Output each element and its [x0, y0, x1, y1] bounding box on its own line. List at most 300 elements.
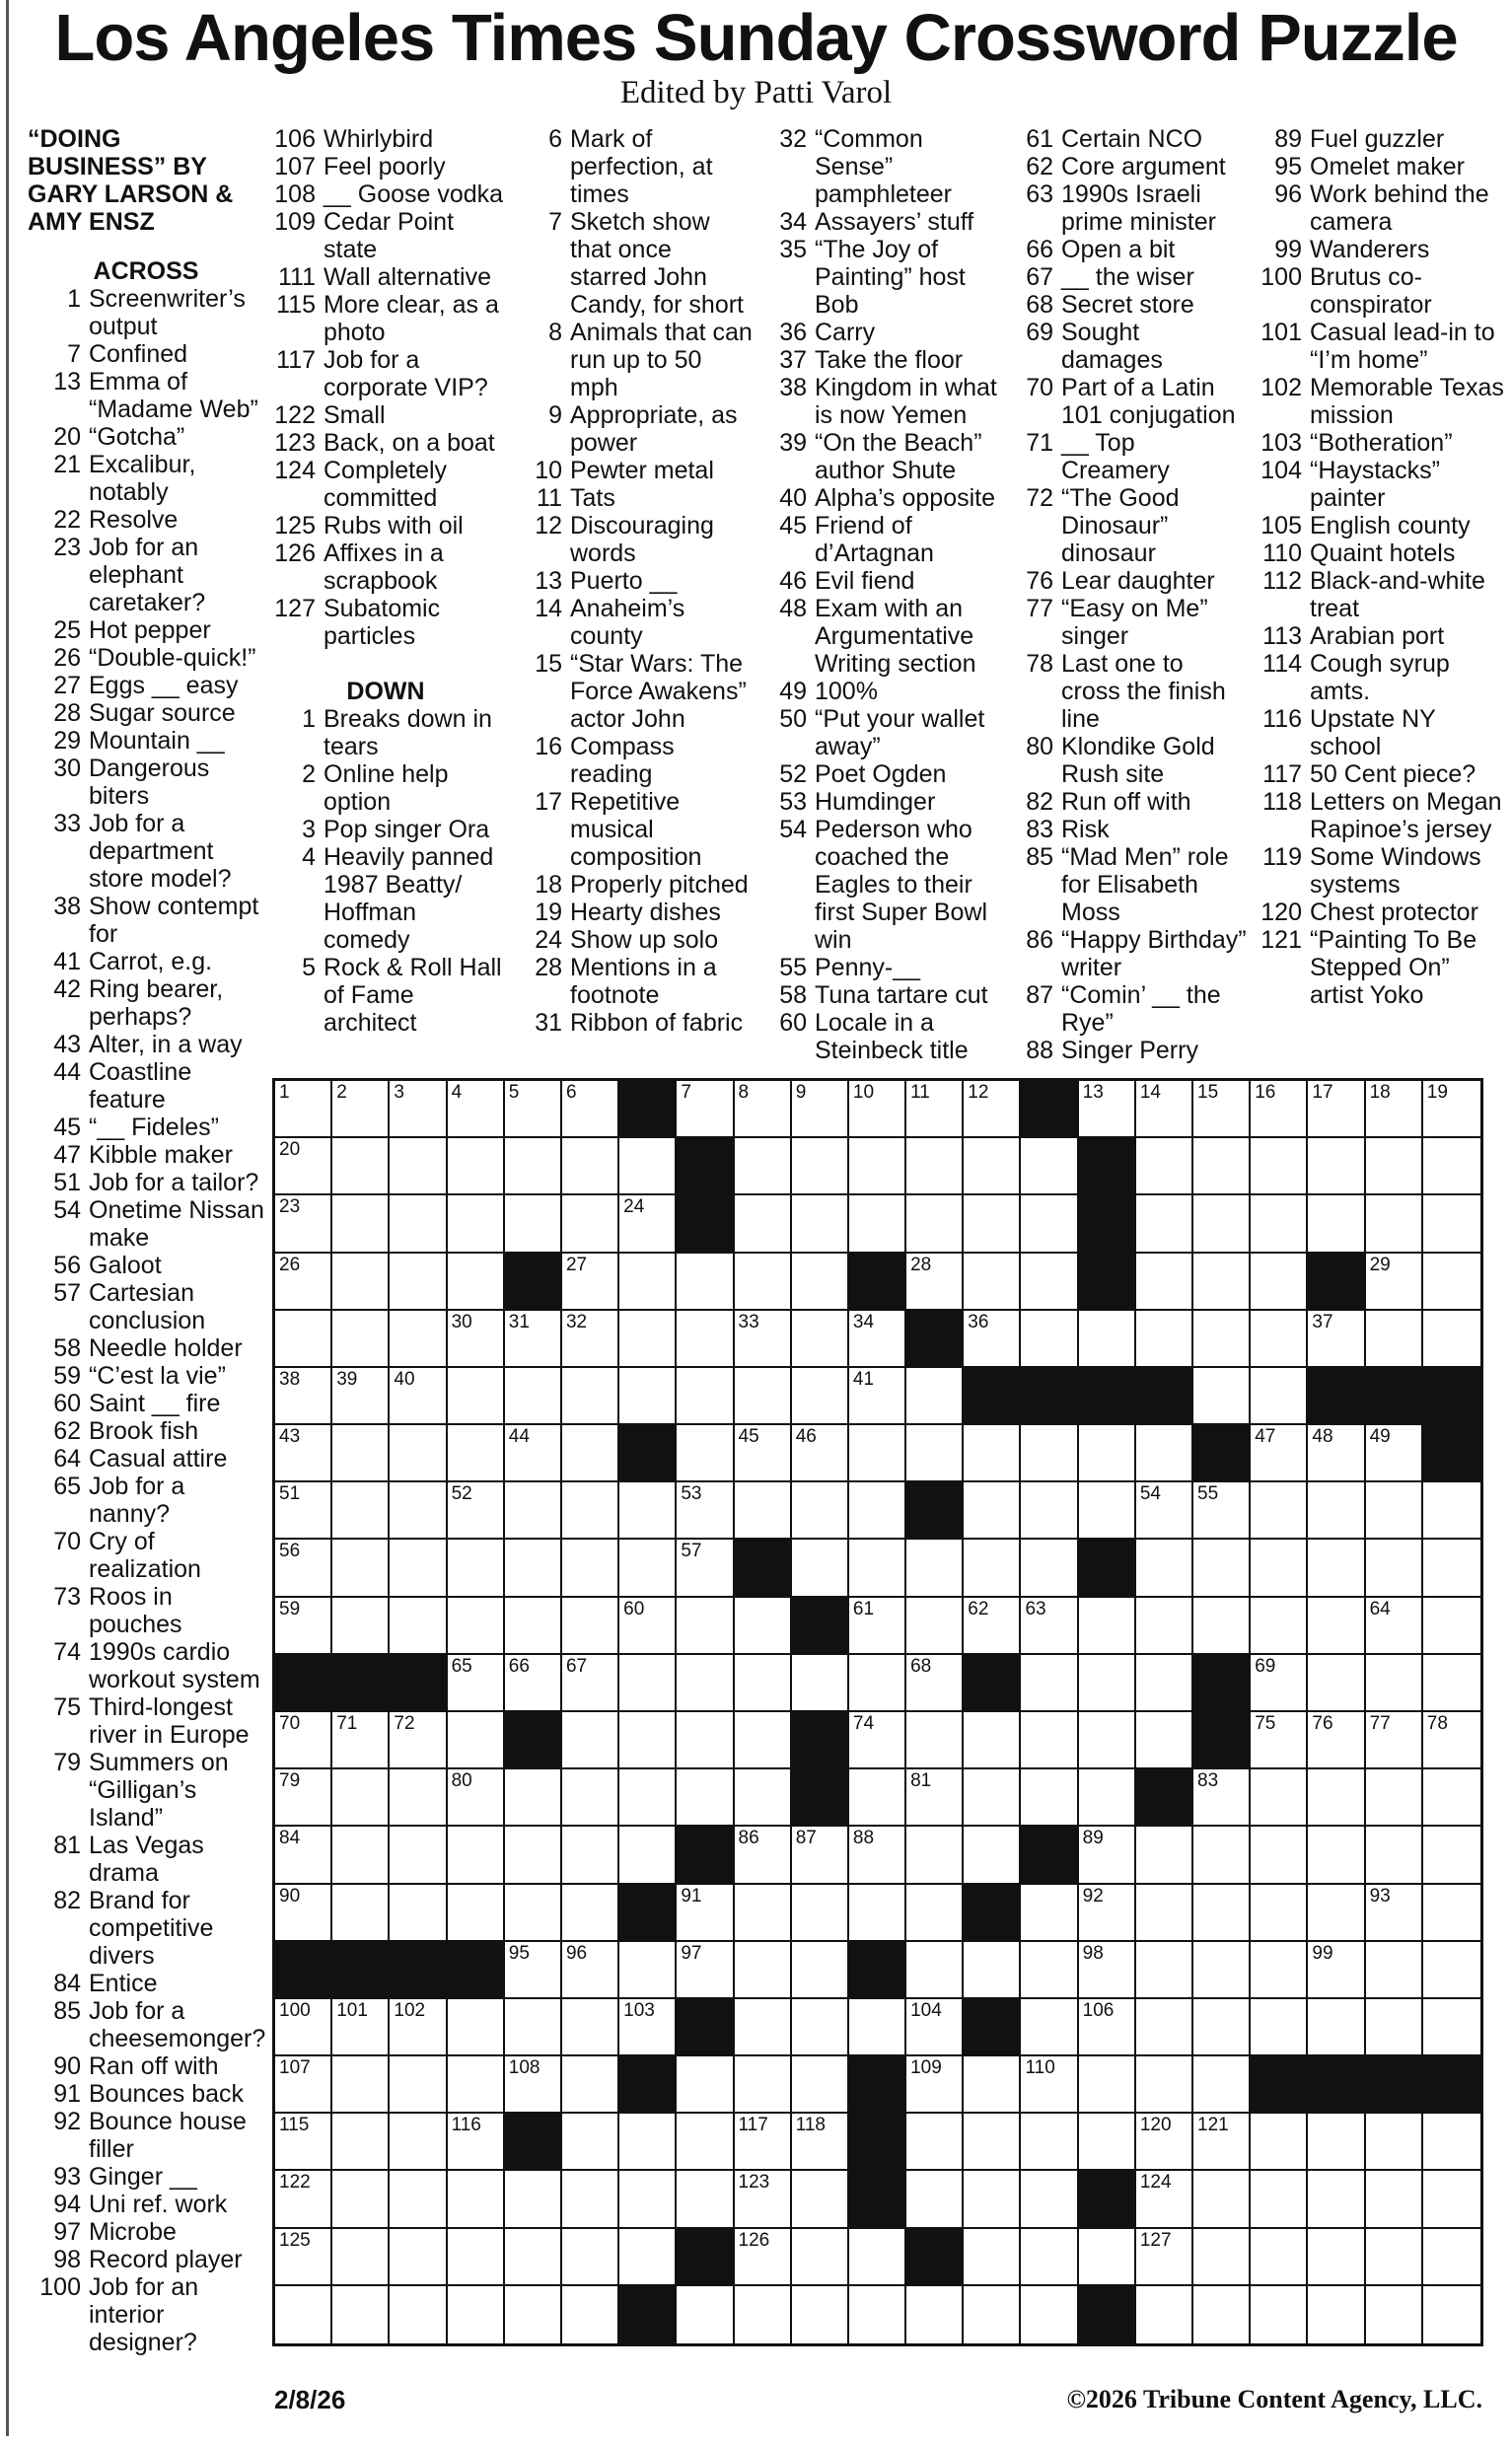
grid-cell[interactable]: [1021, 1769, 1078, 1827]
grid-cell[interactable]: [332, 1195, 390, 1253]
grid-cell[interactable]: [1423, 2114, 1480, 2171]
grid-cell[interactable]: [275, 1769, 332, 1827]
grid-cell[interactable]: [332, 2056, 390, 2114]
grid-cell[interactable]: [1366, 1712, 1423, 1769]
grid-cell[interactable]: [1021, 1254, 1078, 1311]
grid-cell[interactable]: [619, 1769, 677, 1827]
grid-cell[interactable]: [906, 1942, 964, 1999]
grid-cell[interactable]: [619, 2171, 677, 2228]
grid-cell[interactable]: [275, 1999, 332, 2056]
grid-cell[interactable]: [1193, 1368, 1251, 1425]
grid-cell[interactable]: [332, 2171, 390, 2228]
grid-cell[interactable]: [849, 1712, 906, 1769]
grid-cell[interactable]: [562, 2171, 619, 2228]
grid-cell[interactable]: [735, 2171, 792, 2228]
grid-cell[interactable]: [332, 2229, 390, 2286]
grid-cell[interactable]: [505, 1195, 562, 1253]
grid-cell[interactable]: [792, 2114, 849, 2171]
grid-cell[interactable]: [849, 1138, 906, 1195]
grid-cell[interactable]: [1079, 1655, 1136, 1712]
grid-cell[interactable]: [735, 2114, 792, 2171]
grid-cell[interactable]: [1308, 1482, 1365, 1540]
grid-cell[interactable]: [792, 2229, 849, 2286]
grid-cell[interactable]: [1021, 1540, 1078, 1597]
grid-cell[interactable]: [964, 1254, 1021, 1311]
grid-cell[interactable]: [906, 2114, 964, 2171]
grid-cell[interactable]: [619, 1827, 677, 1884]
grid-cell[interactable]: [1193, 1999, 1251, 2056]
grid-cell[interactable]: [390, 2114, 447, 2171]
grid-cell[interactable]: [332, 1081, 390, 1138]
grid-cell[interactable]: [390, 1254, 447, 1311]
grid-cell[interactable]: [1136, 1081, 1193, 1138]
grid-cell[interactable]: [1366, 2114, 1423, 2171]
grid-cell[interactable]: [849, 1540, 906, 1597]
grid-cell[interactable]: [562, 1482, 619, 1540]
grid-cell[interactable]: [1366, 1999, 1423, 2056]
grid-cell[interactable]: [964, 2114, 1021, 2171]
grid-cell[interactable]: [332, 1138, 390, 1195]
grid-cell[interactable]: [1021, 2114, 1078, 2171]
grid-cell[interactable]: [448, 2056, 505, 2114]
grid-cell[interactable]: [964, 1769, 1021, 1827]
grid-cell[interactable]: [1308, 1598, 1365, 1655]
grid-cell[interactable]: [275, 1540, 332, 1597]
grid-cell[interactable]: [1308, 1540, 1365, 1597]
grid-cell[interactable]: [1366, 2286, 1423, 2343]
grid-cell[interactable]: [505, 2056, 562, 2114]
grid-cell[interactable]: [849, 1311, 906, 1368]
grid-cell[interactable]: [1021, 1138, 1078, 1195]
grid-cell[interactable]: [1079, 1598, 1136, 1655]
grid-cell[interactable]: [1021, 1311, 1078, 1368]
grid-cell[interactable]: [849, 1081, 906, 1138]
grid-cell[interactable]: [1423, 2286, 1480, 2343]
grid-cell[interactable]: [390, 2229, 447, 2286]
grid-cell[interactable]: [906, 1712, 964, 1769]
grid-cell[interactable]: [1136, 1942, 1193, 1999]
grid-cell[interactable]: [849, 1827, 906, 1884]
grid-cell[interactable]: [792, 2056, 849, 2114]
grid-cell[interactable]: [849, 2286, 906, 2343]
grid-cell[interactable]: [906, 1081, 964, 1138]
grid-cell[interactable]: [505, 2171, 562, 2228]
grid-cell[interactable]: [1423, 1138, 1480, 1195]
grid-cell[interactable]: [275, 1195, 332, 1253]
grid-cell[interactable]: [448, 2286, 505, 2343]
grid-cell[interactable]: [677, 1885, 734, 1942]
grid-cell[interactable]: [906, 2171, 964, 2228]
grid-cell[interactable]: [1021, 1598, 1078, 1655]
grid-cell[interactable]: [1193, 2114, 1251, 2171]
grid-cell[interactable]: [505, 1540, 562, 1597]
grid-cell[interactable]: [906, 1827, 964, 1884]
grid-cell[interactable]: [1193, 1827, 1251, 1884]
grid-cell[interactable]: [1366, 1655, 1423, 1712]
grid-cell[interactable]: [1366, 1827, 1423, 1884]
grid-cell[interactable]: [619, 1712, 677, 1769]
grid-cell[interactable]: [619, 1368, 677, 1425]
grid-cell[interactable]: [505, 1827, 562, 1884]
grid-cell[interactable]: [390, 1827, 447, 1884]
grid-cell[interactable]: [849, 2229, 906, 2286]
grid-cell[interactable]: [390, 1482, 447, 1540]
grid-cell[interactable]: [1021, 2286, 1078, 2343]
grid-cell[interactable]: [1251, 1885, 1308, 1942]
grid-cell[interactable]: [1308, 1942, 1365, 1999]
grid-cell[interactable]: [1251, 1138, 1308, 1195]
grid-cell[interactable]: [1251, 1598, 1308, 1655]
grid-cell[interactable]: [1366, 1081, 1423, 1138]
grid-cell[interactable]: [677, 2114, 734, 2171]
grid-cell[interactable]: [275, 1081, 332, 1138]
grid-cell[interactable]: [1423, 1195, 1480, 1253]
grid-cell[interactable]: [505, 1598, 562, 1655]
grid-cell[interactable]: [619, 1482, 677, 1540]
grid-cell[interactable]: [849, 1598, 906, 1655]
grid-cell[interactable]: [849, 1769, 906, 1827]
grid-cell[interactable]: [1308, 2114, 1365, 2171]
grid-cell[interactable]: [964, 1081, 1021, 1138]
grid-cell[interactable]: [275, 1482, 332, 1540]
grid-cell[interactable]: [332, 1769, 390, 1827]
grid-cell[interactable]: [792, 1885, 849, 1942]
grid-cell[interactable]: [1308, 1712, 1365, 1769]
grid-cell[interactable]: [619, 1195, 677, 1253]
grid-cell[interactable]: [735, 1655, 792, 1712]
grid-cell[interactable]: [1251, 1195, 1308, 1253]
grid-cell[interactable]: [1136, 2229, 1193, 2286]
grid-cell[interactable]: [1079, 1999, 1136, 2056]
grid-cell[interactable]: [677, 1254, 734, 1311]
grid-cell[interactable]: [1251, 2229, 1308, 2286]
grid-cell[interactable]: [332, 2114, 390, 2171]
grid-cell[interactable]: [1251, 1712, 1308, 1769]
grid-cell[interactable]: [1423, 2171, 1480, 2228]
grid-cell[interactable]: [1308, 1827, 1365, 1884]
grid-cell[interactable]: [562, 1425, 619, 1482]
grid-cell[interactable]: [1308, 1999, 1365, 2056]
grid-cell[interactable]: [1136, 1482, 1193, 1540]
grid-cell[interactable]: [448, 2114, 505, 2171]
grid-cell[interactable]: [390, 2056, 447, 2114]
grid-cell[interactable]: [505, 1138, 562, 1195]
grid-cell[interactable]: [1423, 1885, 1480, 1942]
grid-cell[interactable]: [1366, 2229, 1423, 2286]
grid-cell[interactable]: [619, 1254, 677, 1311]
grid-cell[interactable]: [1251, 1540, 1308, 1597]
grid-cell[interactable]: [849, 1195, 906, 1253]
grid-cell[interactable]: [1251, 1942, 1308, 1999]
grid-cell[interactable]: [906, 1425, 964, 1482]
grid-cell[interactable]: [619, 1540, 677, 1597]
grid-cell[interactable]: [275, 1598, 332, 1655]
grid-cell[interactable]: [1079, 1425, 1136, 1482]
grid-cell[interactable]: [332, 1311, 390, 1368]
grid-cell[interactable]: [677, 1598, 734, 1655]
grid-cell[interactable]: [1021, 1655, 1078, 1712]
grid-cell[interactable]: [1079, 1311, 1136, 1368]
grid-cell[interactable]: [1423, 1254, 1480, 1311]
grid-cell[interactable]: [1366, 1598, 1423, 1655]
grid-cell[interactable]: [275, 2286, 332, 2343]
grid-cell[interactable]: [448, 1598, 505, 1655]
grid-cell[interactable]: [1423, 1081, 1480, 1138]
grid-cell[interactable]: [332, 1712, 390, 1769]
grid-cell[interactable]: [275, 2171, 332, 2228]
grid-cell[interactable]: [792, 1425, 849, 1482]
grid-cell[interactable]: [448, 1195, 505, 1253]
grid-cell[interactable]: [906, 1540, 964, 1597]
grid-cell[interactable]: [332, 1827, 390, 1884]
grid-cell[interactable]: [390, 1368, 447, 1425]
grid-cell[interactable]: [964, 1598, 1021, 1655]
grid-cell[interactable]: [1366, 1942, 1423, 1999]
grid-cell[interactable]: [1251, 2114, 1308, 2171]
grid-cell[interactable]: [677, 2056, 734, 2114]
grid-cell[interactable]: [1136, 2114, 1193, 2171]
grid-cell[interactable]: [275, 2229, 332, 2286]
grid-cell[interactable]: [1193, 1942, 1251, 1999]
grid-cell[interactable]: [562, 2286, 619, 2343]
grid-cell[interactable]: [964, 1482, 1021, 1540]
grid-cell[interactable]: [562, 2056, 619, 2114]
grid-cell[interactable]: [1251, 1769, 1308, 1827]
grid-cell[interactable]: [275, 1138, 332, 1195]
grid-cell[interactable]: [1193, 1195, 1251, 1253]
grid-cell[interactable]: [677, 1769, 734, 1827]
grid-cell[interactable]: [677, 2286, 734, 2343]
grid-cell[interactable]: [735, 1195, 792, 1253]
grid-cell[interactable]: [906, 1769, 964, 1827]
grid-cell[interactable]: [448, 1999, 505, 2056]
grid-cell[interactable]: [1193, 1138, 1251, 1195]
grid-cell[interactable]: [619, 2229, 677, 2286]
grid-cell[interactable]: [677, 1368, 734, 1425]
grid-cell[interactable]: [677, 1540, 734, 1597]
grid-cell[interactable]: [1136, 1311, 1193, 1368]
grid-cell[interactable]: [1136, 1598, 1193, 1655]
grid-cell[interactable]: [1366, 1769, 1423, 1827]
grid-cell[interactable]: [1136, 2286, 1193, 2343]
grid-cell[interactable]: [562, 1368, 619, 1425]
grid-cell[interactable]: [332, 1885, 390, 1942]
grid-cell[interactable]: [275, 2114, 332, 2171]
grid-cell[interactable]: [1136, 1655, 1193, 1712]
grid-cell[interactable]: [792, 1999, 849, 2056]
grid-cell[interactable]: [448, 1827, 505, 1884]
grid-cell[interactable]: [390, 2171, 447, 2228]
grid-cell[interactable]: [562, 1999, 619, 2056]
grid-cell[interactable]: [332, 1368, 390, 1425]
grid-cell[interactable]: [792, 2171, 849, 2228]
grid-cell[interactable]: [1079, 2229, 1136, 2286]
grid-cell[interactable]: [735, 1827, 792, 1884]
grid-cell[interactable]: [906, 2056, 964, 2114]
grid-cell[interactable]: [1308, 2171, 1365, 2228]
grid-cell[interactable]: [448, 1081, 505, 1138]
grid-cell[interactable]: [1366, 1254, 1423, 1311]
grid-cell[interactable]: [1193, 1540, 1251, 1597]
grid-cell[interactable]: [1079, 1885, 1136, 1942]
grid-cell[interactable]: [1251, 1482, 1308, 1540]
grid-cell[interactable]: [1021, 1482, 1078, 1540]
grid-cell[interactable]: [906, 1885, 964, 1942]
grid-cell[interactable]: [792, 1942, 849, 1999]
grid-cell[interactable]: [677, 1712, 734, 1769]
grid-cell[interactable]: [562, 1195, 619, 1253]
grid-cell[interactable]: [1423, 1311, 1480, 1368]
grid-cell[interactable]: [906, 2286, 964, 2343]
grid-cell[interactable]: [964, 1195, 1021, 1253]
grid-cell[interactable]: [1079, 2056, 1136, 2114]
grid-cell[interactable]: [677, 1942, 734, 1999]
grid-cell[interactable]: [505, 1885, 562, 1942]
grid-cell[interactable]: [390, 1885, 447, 1942]
grid-cell[interactable]: [735, 1138, 792, 1195]
grid-cell[interactable]: [448, 1482, 505, 1540]
grid-cell[interactable]: [1136, 1195, 1193, 1253]
grid-cell[interactable]: [906, 1254, 964, 1311]
grid-cell[interactable]: [505, 1311, 562, 1368]
grid-cell[interactable]: [964, 1942, 1021, 1999]
grid-cell[interactable]: [735, 1081, 792, 1138]
grid-cell[interactable]: [735, 2286, 792, 2343]
grid-cell[interactable]: [792, 1540, 849, 1597]
grid-cell[interactable]: [1251, 1311, 1308, 1368]
grid-cell[interactable]: [390, 1598, 447, 1655]
grid-cell[interactable]: [562, 1540, 619, 1597]
grid-cell[interactable]: [562, 1254, 619, 1311]
grid-cell[interactable]: [505, 1081, 562, 1138]
grid-cell[interactable]: [562, 1942, 619, 1999]
grid-cell[interactable]: [735, 1999, 792, 2056]
grid-cell[interactable]: [448, 1885, 505, 1942]
grid-cell[interactable]: [562, 1712, 619, 1769]
grid-cell[interactable]: [792, 2286, 849, 2343]
grid-cell[interactable]: [849, 1999, 906, 2056]
grid-cell[interactable]: [964, 1827, 1021, 1884]
grid-cell[interactable]: [849, 1885, 906, 1942]
grid-cell[interactable]: [1423, 1827, 1480, 1884]
grid-cell[interactable]: [1366, 1540, 1423, 1597]
grid-cell[interactable]: [1251, 2286, 1308, 2343]
grid-cell[interactable]: [1079, 1769, 1136, 1827]
grid-cell[interactable]: [1021, 1425, 1078, 1482]
grid-cell[interactable]: [275, 1885, 332, 1942]
grid-cell[interactable]: [505, 2229, 562, 2286]
grid-cell[interactable]: [1079, 2114, 1136, 2171]
grid-cell[interactable]: [448, 2229, 505, 2286]
grid-cell[interactable]: [735, 1254, 792, 1311]
grid-cell[interactable]: [735, 2229, 792, 2286]
grid-cell[interactable]: [792, 1482, 849, 1540]
grid-cell[interactable]: [1021, 1885, 1078, 1942]
grid-cell[interactable]: [1308, 2286, 1365, 2343]
grid-cell[interactable]: [1136, 1138, 1193, 1195]
grid-cell[interactable]: [448, 1540, 505, 1597]
grid-cell[interactable]: [1423, 1999, 1480, 2056]
grid-cell[interactable]: [792, 1311, 849, 1368]
grid-cell[interactable]: [332, 1540, 390, 1597]
grid-cell[interactable]: [735, 1368, 792, 1425]
grid-cell[interactable]: [1021, 1942, 1078, 1999]
grid-cell[interactable]: [505, 1942, 562, 1999]
grid-cell[interactable]: [735, 1598, 792, 1655]
grid-cell[interactable]: [906, 1655, 964, 1712]
grid-cell[interactable]: [906, 1195, 964, 1253]
grid-cell[interactable]: [1136, 1425, 1193, 1482]
grid-cell[interactable]: [849, 1482, 906, 1540]
grid-cell[interactable]: [390, 1195, 447, 1253]
grid-cell[interactable]: [1193, 1482, 1251, 1540]
grid-cell[interactable]: [448, 1655, 505, 1712]
grid-cell[interactable]: [332, 2286, 390, 2343]
grid-cell[interactable]: [448, 1311, 505, 1368]
grid-cell[interactable]: [964, 2171, 1021, 2228]
grid-cell[interactable]: [390, 1540, 447, 1597]
grid-cell[interactable]: [735, 2056, 792, 2114]
grid-cell[interactable]: [1136, 2171, 1193, 2228]
grid-cell[interactable]: [735, 1885, 792, 1942]
grid-cell[interactable]: [1366, 1195, 1423, 1253]
grid-cell[interactable]: [735, 1942, 792, 1999]
grid-cell[interactable]: [1251, 2171, 1308, 2228]
grid-cell[interactable]: [906, 1598, 964, 1655]
grid-cell[interactable]: [1423, 1712, 1480, 1769]
grid-cell[interactable]: [964, 2056, 1021, 2114]
grid-cell[interactable]: [390, 1311, 447, 1368]
grid-cell[interactable]: [849, 1425, 906, 1482]
grid-cell[interactable]: [1308, 1655, 1365, 1712]
grid-cell[interactable]: [849, 1655, 906, 1712]
grid-cell[interactable]: [332, 1598, 390, 1655]
grid-cell[interactable]: [1308, 1138, 1365, 1195]
grid-cell[interactable]: [735, 1482, 792, 1540]
grid-cell[interactable]: [1423, 1598, 1480, 1655]
grid-cell[interactable]: [1366, 1311, 1423, 1368]
grid-cell[interactable]: [619, 2114, 677, 2171]
grid-cell[interactable]: [619, 1999, 677, 2056]
grid-cell[interactable]: [1366, 1885, 1423, 1942]
grid-cell[interactable]: [1136, 2056, 1193, 2114]
grid-cell[interactable]: [792, 1368, 849, 1425]
grid-cell[interactable]: [1079, 1827, 1136, 1884]
grid-cell[interactable]: [1193, 2229, 1251, 2286]
grid-cell[interactable]: [792, 1655, 849, 1712]
grid-cell[interactable]: [332, 1999, 390, 2056]
grid-cell[interactable]: [1423, 1769, 1480, 1827]
grid-cell[interactable]: [1308, 1425, 1365, 1482]
grid-cell[interactable]: [1193, 1885, 1251, 1942]
grid-cell[interactable]: [332, 1254, 390, 1311]
grid-cell[interactable]: [275, 1712, 332, 1769]
grid-cell[interactable]: [505, 1655, 562, 1712]
grid-cell[interactable]: [964, 1712, 1021, 1769]
grid-cell[interactable]: [1193, 1311, 1251, 1368]
grid-cell[interactable]: [1193, 1598, 1251, 1655]
grid-cell[interactable]: [1308, 1081, 1365, 1138]
grid-cell[interactable]: [1136, 1540, 1193, 1597]
grid-cell[interactable]: [1136, 1999, 1193, 2056]
grid-cell[interactable]: [390, 1081, 447, 1138]
grid-cell[interactable]: [275, 1368, 332, 1425]
grid-cell[interactable]: [1366, 1425, 1423, 1482]
grid-cell[interactable]: [849, 1368, 906, 1425]
grid-cell[interactable]: [677, 1311, 734, 1368]
grid-cell[interactable]: [448, 1712, 505, 1769]
grid-cell[interactable]: [448, 1769, 505, 1827]
